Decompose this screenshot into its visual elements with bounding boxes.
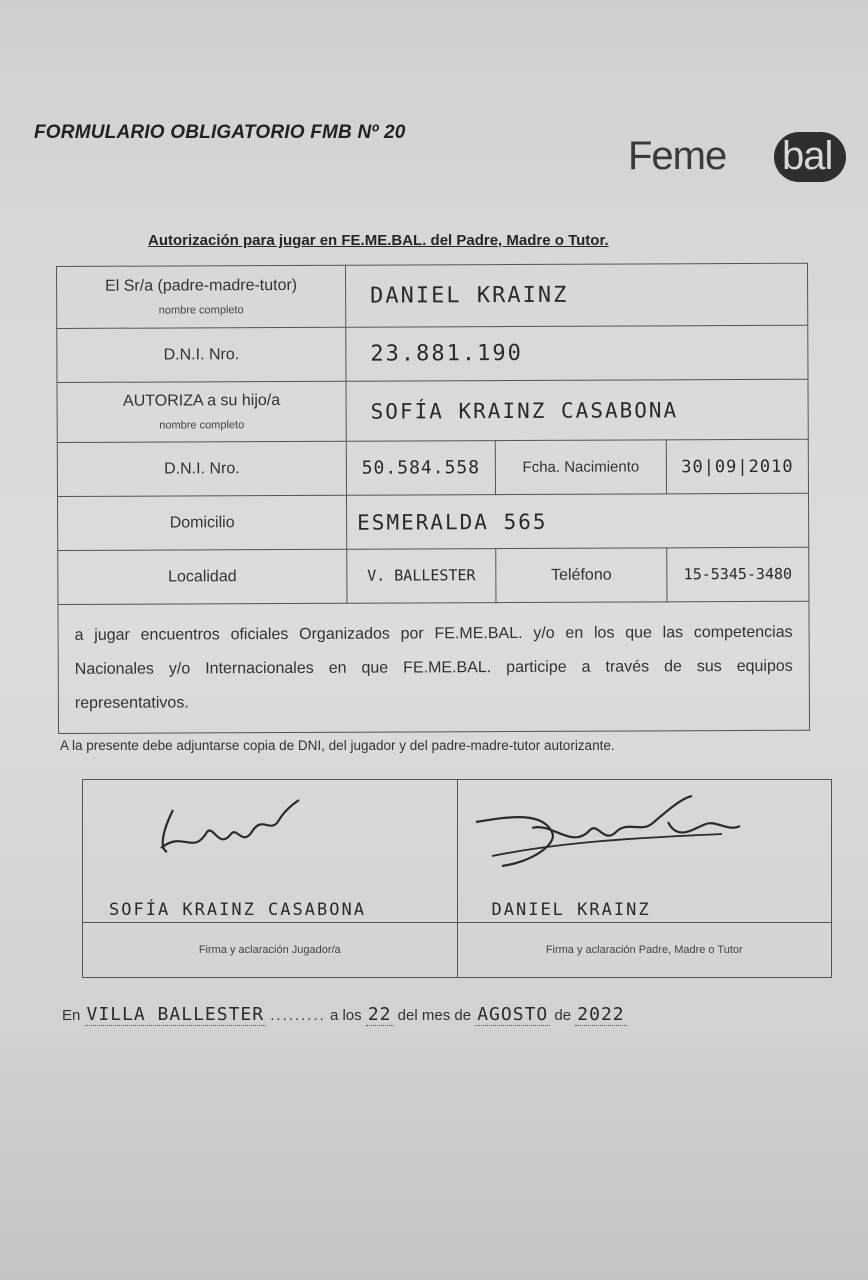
child-name-value: SOFÍA KRAINZ CASABONA [370, 397, 679, 424]
locality-field[interactable] [347, 549, 496, 604]
phone-field[interactable] [667, 547, 809, 602]
birth-date-field[interactable] [666, 439, 808, 494]
logo-pill [774, 132, 846, 182]
player-signature-caption: Firma y aclaración Jugador/a [83, 923, 458, 978]
closing-en: En [62, 1007, 81, 1024]
guardian-printed-name: DANIEL KRAINZ [491, 900, 651, 920]
address-label: Domicilio [58, 495, 347, 550]
locality-label: Localidad [58, 549, 347, 604]
phone-value: 15-5345-3480 [683, 564, 793, 584]
closing-a-los: a los [329, 1007, 362, 1024]
guardian-dni-field[interactable] [346, 325, 808, 381]
femebal-logo [628, 130, 848, 190]
guardian-name-value: DANIEL KRAINZ [370, 282, 569, 309]
birth-date-label: Fcha. Nacimiento [495, 440, 666, 495]
child-dni-field[interactable] [346, 441, 495, 496]
form-subtitle: Autorización para jugar en FE.ME.BAL. del Padre, Madre o Tutor. [148, 232, 609, 249]
child-dni-label: D.N.I. Nro. [57, 441, 346, 496]
guardian-signature-icon [472, 792, 752, 872]
player-signature-icon [153, 790, 303, 860]
guardian-name-label: El Sr/a (padre-madre-tutor) nombre completo [57, 265, 346, 328]
signature-table [82, 779, 832, 978]
guardian-dni-value: 23.881.190 [370, 340, 523, 367]
address-field[interactable] [347, 493, 809, 549]
authorization-table [56, 263, 810, 734]
player-printed-name: SOFÍA KRAINZ CASABONA [109, 900, 366, 920]
closing-place-field[interactable]: VILLA BALLESTER [86, 1004, 265, 1025]
form-title: FORMULARIO OBLIGATORIO FMB Nº 20 [34, 122, 406, 143]
birth-date-value: 30|09|2010 [681, 456, 794, 477]
attachment-note: A la presente debe adjuntarse copia de DNI, del jugador y del padre-madre-tutor autorizante. [60, 738, 615, 753]
player-signature-box[interactable] [83, 780, 458, 923]
closing-month-field[interactable]: AGOSTO [477, 1004, 549, 1025]
logo-pill-text: bal [782, 134, 833, 178]
closing-day-field[interactable]: 22 [367, 1004, 392, 1025]
guardian-dni-label: D.N.I. Nro. [57, 327, 346, 382]
child-name-sublabel: nombre completo [159, 418, 245, 432]
closing-del-mes: del mes de [397, 1007, 472, 1024]
address-value: ESMERALDA 565 [357, 509, 548, 535]
phone-label: Teléfono [496, 548, 667, 603]
locality-value: V. BALLESTER [367, 566, 476, 585]
guardian-signature-caption: Firma y aclaración Padre, Madre o Tutor [457, 923, 832, 978]
logo-text: Feme [628, 134, 727, 178]
guardian-name-field[interactable] [345, 263, 807, 327]
guardian-name-sublabel: nombre completo [158, 303, 244, 317]
authorization-paragraph: a jugar encuentros oficiales Organizados por FE.ME.BAL. y/o en los que las competencias Nacionales y/o Internacionales en que FE.ME.BAL. participe a través de sus equipos representativos. [58, 601, 810, 733]
closing-de: de [554, 1007, 572, 1024]
closing-year-field[interactable]: 2022 [577, 1004, 625, 1025]
child-name-label: AUTORIZA a su hijo/a nombre completo [57, 381, 346, 442]
closing-line: En VILLA BALLESTER ......... a los 22 del mes de AGOSTO de 2022 [62, 1004, 625, 1025]
child-name-field[interactable] [346, 379, 808, 441]
child-dni-value: 50.584.558 [361, 457, 481, 479]
guardian-signature-box[interactable] [457, 780, 832, 923]
